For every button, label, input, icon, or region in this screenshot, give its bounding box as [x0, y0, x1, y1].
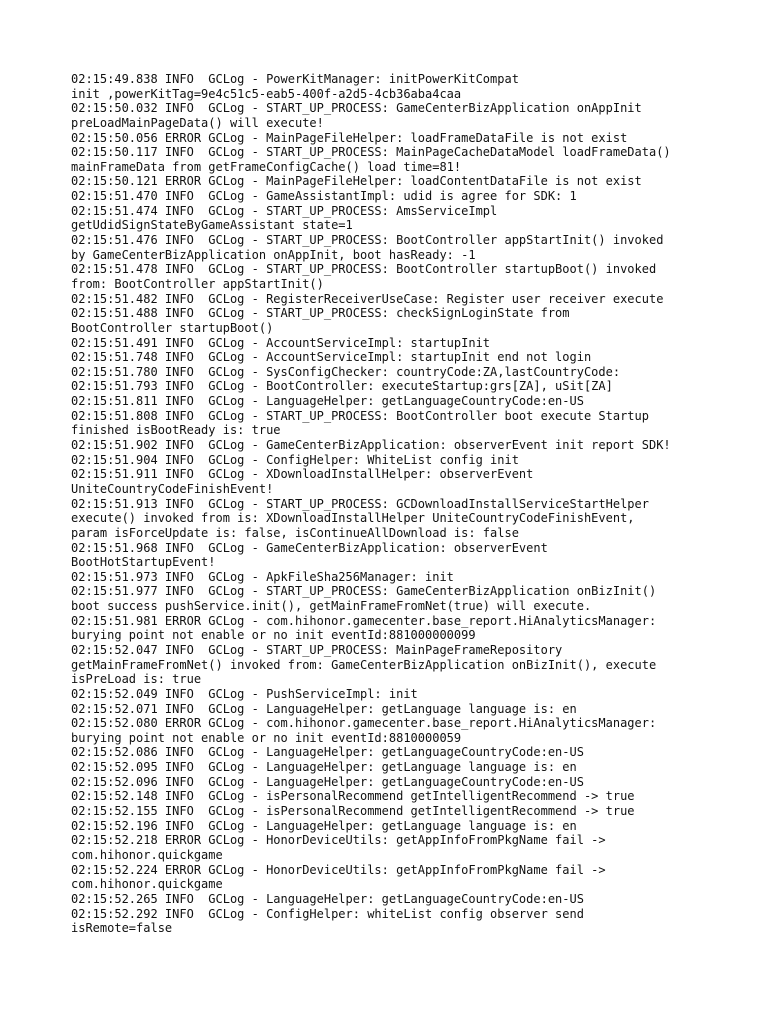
log-line: 02:15:51.973 INFO GCLog - ApkFileSha256Manager: init [71, 569, 454, 584]
log-line: 02:15:52.049 INFO GCLog - PushServiceImpl: init [71, 686, 418, 701]
log-line: 02:15:51.911 INFO GCLog - XDownloadInstallHelper: observerEvent [71, 467, 534, 482]
log-line: UniteCountryCodeFinishEvent! [71, 481, 274, 496]
log-line: from: BootController appStartInit() [71, 276, 324, 291]
log-line: 02:15:52.292 INFO GCLog - ConfigHelper: whiteList config observer send [71, 906, 584, 921]
log-line: 02:15:52.095 INFO GCLog - LanguageHelper: getLanguage language is: en [71, 760, 577, 775]
log-line: 02:15:50.056 ERROR GCLog - MainPageFileHelper: loadFrameDataFile is not exist [71, 130, 628, 145]
log-line: getMainFrameFromNet() invoked from: GameCenterBizApplication onBizInit(), execute [71, 657, 657, 672]
log-line: 02:15:52.218 ERROR GCLog - HonorDeviceUtils: getAppInfoFromPkgName fail -> [71, 833, 606, 848]
log-line: 02:15:52.265 INFO GCLog - LanguageHelper: getLanguageCountryCode:en-US [71, 891, 584, 906]
log-line: 02:15:52.086 INFO GCLog - LanguageHelper: getLanguageCountryCode:en-US [71, 745, 584, 760]
log-line: 02:15:52.196 INFO GCLog - LanguageHelper: getLanguage language is: en [71, 818, 577, 833]
log-line: 02:15:52.224 ERROR GCLog - HonorDeviceUtils: getAppInfoFromPkgName fail -> [71, 862, 606, 877]
log-line: 02:15:51.476 INFO GCLog - START_UP_PROCESS: BootController appStartInit() invoked [71, 233, 664, 248]
log-line: mainFrameData from getFrameConfigCache() load time=81! [71, 159, 462, 174]
log-line: 02:15:51.968 INFO GCLog - GameCenterBizApplication: observerEvent [71, 540, 548, 555]
log-line: burying point not enable or no init eventId:8810000059 [71, 730, 462, 745]
log-line: finished isBootReady is: true [71, 423, 281, 438]
log-line: init ,powerKitTag=9e4c51c5-eab5-400f-a2d5-4cb36aba4caa [71, 86, 462, 101]
log-line: 02:15:51.780 INFO GCLog - SysConfigChecker: countryCode:ZA,lastCountryCode: [71, 364, 621, 379]
log-line: 02:15:51.470 INFO GCLog - GameAssistantImpl: udid is agree for SDK: 1 [71, 189, 577, 204]
log-line: 02:15:51.748 INFO GCLog - AccountServiceImpl: startupInit end not login [71, 350, 592, 365]
log-line: 02:15:51.977 INFO GCLog - START_UP_PROCESS: GameCenterBizApplication onBizInit() [71, 584, 657, 599]
log-line: by GameCenterBizApplication onAppInit, boot hasReady: -1 [71, 247, 476, 262]
log-text-block [71, 72, 731, 936]
log-line: 02:15:51.491 INFO GCLog - AccountServiceImpl: startupInit [71, 335, 491, 350]
log-line: execute() invoked from is: XDownloadInstallHelper UniteCountryCodeFinishEvent, [71, 511, 635, 526]
log-line: 02:15:51.478 INFO GCLog - START_UP_PROCESS: BootController startupBoot() invoked [71, 262, 657, 277]
log-line: 02:15:51.488 INFO GCLog - START_UP_PROCESS: checkSignLoginState from [71, 306, 570, 321]
log-line: isPreLoad is: true [71, 672, 202, 687]
log-line: 02:15:52.071 INFO GCLog - LanguageHelper: getLanguage language is: en [71, 701, 577, 716]
log-line: 02:15:52.096 INFO GCLog - LanguageHelper: getLanguageCountryCode:en-US [71, 774, 584, 789]
log-line: 02:15:51.474 INFO GCLog - START_UP_PROCESS: AmsServiceImpl [71, 203, 498, 218]
log-line: isRemote=false [71, 921, 173, 936]
log-line: burying point not enable or no init eventId:881000000099 [71, 628, 476, 643]
log-line: 02:15:51.808 INFO GCLog - START_UP_PROCESS: BootController boot execute Startup [71, 408, 649, 423]
log-line: 02:15:52.148 INFO GCLog - isPersonalRecommend getIntelligentRecommend -> true [71, 789, 635, 804]
log-line: 02:15:52.047 INFO GCLog - START_UP_PROCESS: MainPageFrameRepository [71, 642, 563, 657]
log-line: 02:15:51.902 INFO GCLog - GameCenterBizApplication: observerEvent init report SDK! [71, 438, 671, 453]
log-line: 02:15:52.155 INFO GCLog - isPersonalRecommend getIntelligentRecommend -> true [71, 804, 635, 819]
log-line: 02:15:52.080 ERROR GCLog - com.hihonor.gamecenter.base_report.HiAnalyticsManager: [71, 716, 657, 731]
log-line: 02:15:51.904 INFO GCLog - ConfigHelper: WhiteList config init [71, 452, 519, 467]
log-line: boot success pushService.init(), getMainFrameFromNet(true) will execute. [71, 599, 592, 614]
log-line: BootController startupBoot() [71, 320, 274, 335]
log-line: com.hihonor.quickgame [71, 847, 223, 862]
log-line: 02:15:51.793 INFO GCLog - BootController: executeStartup:grs[ZA], uSit[ZA] [71, 379, 613, 394]
log-line: 02:15:51.981 ERROR GCLog - com.hihonor.gamecenter.base_report.HiAnalyticsManager: [71, 613, 657, 628]
log-line: 02:15:49.838 INFO GCLog - PowerKitManager: initPowerKitCompat [71, 72, 519, 86]
log-line: 02:15:51.811 INFO GCLog - LanguageHelper: getLanguageCountryCode:en-US [71, 394, 584, 409]
log-line: 02:15:50.117 INFO GCLog - START_UP_PROCESS: MainPageCacheDataModel loadFrameData() [71, 145, 671, 160]
log-line: 02:15:50.032 INFO GCLog - START_UP_PROCESS: GameCenterBizApplication onAppInit [71, 101, 642, 116]
log-line: getUdidSignStateByGameAssistant state=1 [71, 218, 353, 233]
log-line: com.hihonor.quickgame [71, 877, 223, 892]
log-line: 02:15:51.482 INFO GCLog - RegisterReceiverUseCase: Register user receiver execute [71, 291, 664, 306]
log-line: preLoadMainPageData() will execute! [71, 115, 324, 130]
log-line: param isForceUpdate is: false, isContinueAllDownload is: false [71, 525, 519, 540]
log-line: 02:15:50.121 ERROR GCLog - MainPageFileHelper: loadContentDataFile is not exist [71, 174, 642, 189]
log-line: 02:15:51.913 INFO GCLog - START_UP_PROCESS: GCDownloadInstallServiceStartHelper [71, 496, 649, 511]
log-line: BootHotStartupEvent! [71, 555, 216, 570]
